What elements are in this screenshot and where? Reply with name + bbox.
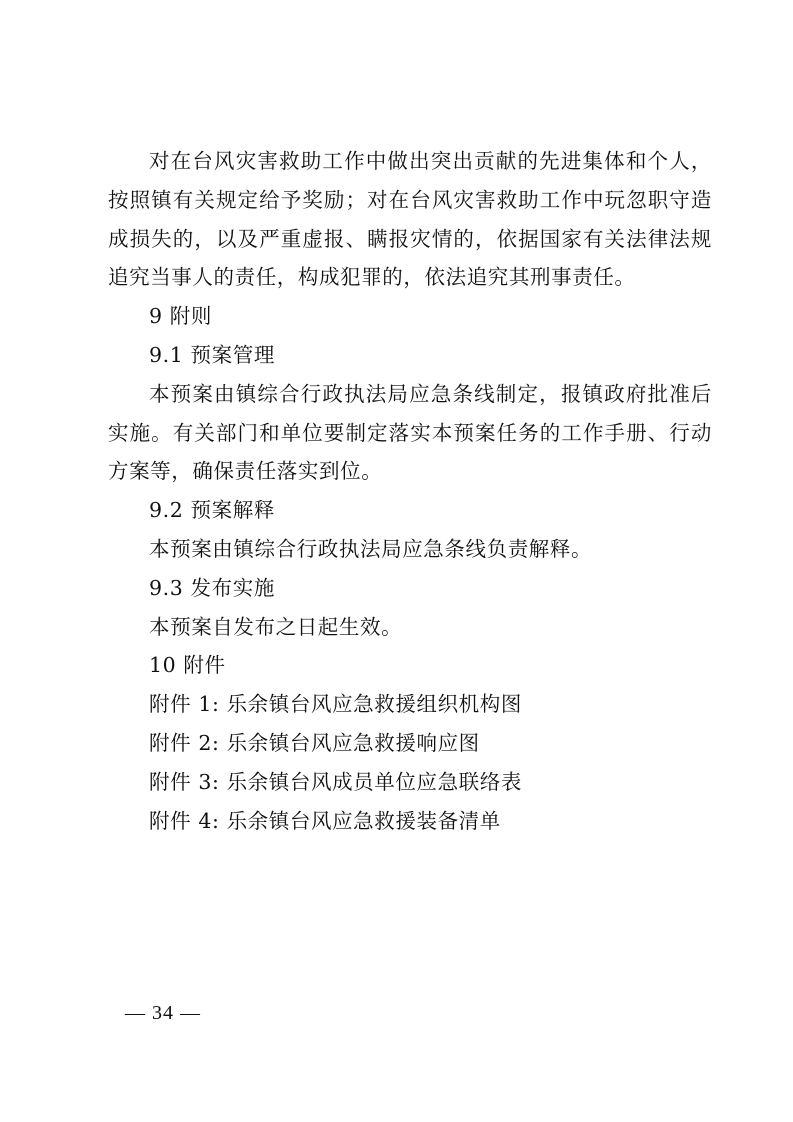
annex-item-3: 附件 3: 乐余镇台风成员单位应急联络表 <box>149 769 522 794</box>
section-heading-9-2: 9.2 预案解释 <box>149 498 275 523</box>
page-number: — 34 — <box>125 1002 201 1024</box>
annex-item-4: 附件 4: 乐余镇台风应急救援装备清单 <box>149 808 501 833</box>
paragraph-9-3: 本预案自发布之日起生效。 <box>149 614 403 639</box>
section-heading-10: 10 附件 <box>149 653 226 678</box>
paragraph-9-2: 本预案由镇综合行政执法局应急条线负责解释。 <box>149 536 593 561</box>
page-content <box>108 142 712 840</box>
paragraph-9-1: 本预案由镇综合行政执法局应急条线制定，报镇政府批准后实施。有关部门和单位要制定落实本预案任务的工作手册、行动方案等，确保责任落实到位。 <box>108 381 712 484</box>
section-heading-9-1: 9.1 预案管理 <box>149 342 275 367</box>
annex-item-1: 附件 1: 乐余镇台风应急救援组织机构图 <box>149 692 522 717</box>
reward-paragraph: 对在台风灾害救助工作中做出突出贡献的先进集体和个人，按照镇有关规定给予奖励；对在台风灾害救助工作中玩忽职守造成损失的，以及严重虚报、瞒报灾情的，依据国家有关法律法规追究当事人的责任，构成犯罪的，依法追究其刑事责任。 <box>108 149 712 290</box>
section-heading-9-3: 9.3 发布实施 <box>149 575 275 600</box>
annex-item-2: 附件 2: 乐余镇台风应急救援响应图 <box>149 730 480 755</box>
section-heading-9: 9 附则 <box>149 304 212 329</box>
